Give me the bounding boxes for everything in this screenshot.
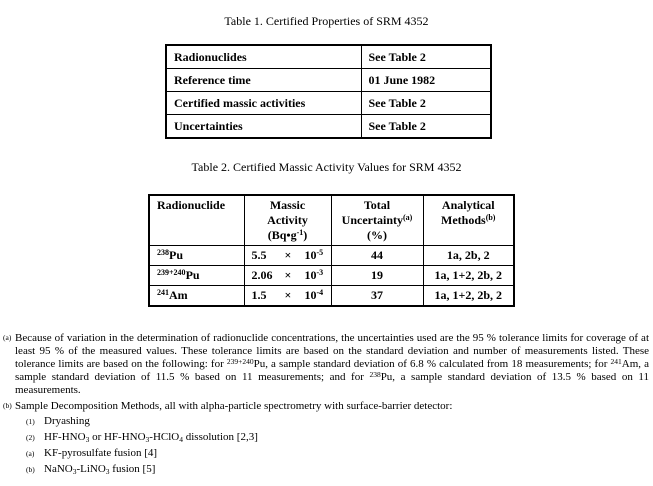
decomposition-method-item [0,461,653,477]
nuclide-cell: $^{238}$Pu [149,246,244,266]
header-analytical-methods: Analytical Methods$^{(b)}$ [423,195,514,246]
methods-cell: 1a, 1+2, 2b, 2 [423,266,514,286]
table2-caption: Table 2. Certified Massic Activity Values for SRM 4352 [191,160,462,174]
decomposition-method-item [0,429,653,445]
table-row [166,69,491,92]
footnote-a: (a) Because of variation in the determination of radionuclide concentrations, the uncertainties used are the 95 % tolerance limits for coverage of at least 95 % of the measured values. These tolerance limits are based on the standard deviation and number of measurements listed. These tolerance limits are based on the following: for $^{239+240}$Pu, a sample standard deviation of 6.8 % calculated from 18 measurements; for $^{241}$Am, a sample standard deviation of 11.5 % based on 11 measurements; and for $^{238}$Pu, a sample standard deviation of 13.5 % based on 11 measurements. [3,332,649,396]
header-total-uncertainty: Total Uncertainty$^{(a)}$ (%) [331,195,423,246]
table1 [165,44,492,139]
nuclide-cell: $^{241}$Am [149,286,244,307]
property-label: Reference time [166,69,361,92]
mantissa: 1.5 [251,288,267,302]
property-value: 01 June 1982 [361,69,491,92]
methods-cell: 1a, 2b, 2 [423,246,514,266]
method-item-text: $HF-HNO_3$ or $HF-HNO_3-HClO_4$ dissolution [2,3] [44,431,258,444]
property-label: Uncertainties [166,115,361,139]
table-row [166,92,491,115]
decomposition-method-item [0,445,653,461]
power-of-ten: $10^{-4}$ [304,288,324,302]
massic-activity-cell [244,246,331,266]
method-item-marker: (1) [26,417,35,426]
table-row [166,115,491,139]
property-value: See Table 2 [361,92,491,115]
method-item-text: NaNO$_3$-LiNO$_3$ fusion [5] [44,463,156,476]
property-label: Certified massic activities [166,92,361,115]
table-row [149,246,514,266]
uncertainty-cell: 44 [331,246,423,266]
table-row [166,45,491,69]
property-value: See Table 2 [361,45,491,69]
table2 [148,194,515,307]
table-row [149,266,514,286]
method-item-marker: (a) [26,449,35,458]
footnote-b-marker: (b) [3,401,12,410]
nuclide-cell: $^{239+240}$Pu [149,266,244,286]
decomposition-method-item [0,413,653,429]
header-radionuclide: Radionuclide [149,195,244,246]
methods-cell: 1a, 1+2, 2b, 2 [423,286,514,307]
uncertainty-cell: 19 [331,266,423,286]
property-value: See Table 2 [361,115,491,139]
table-header-row [149,195,514,246]
power-of-ten: $10^{-3}$ [304,268,324,282]
multiplication-sign: × [284,248,292,262]
footnote-a-marker: (a) [3,333,12,342]
property-label: Radionuclides [166,45,361,69]
table1-caption: Table 1. Certified Properties of SRM 4352 [224,14,429,28]
mantissa: 5.5 [251,248,267,262]
method-item-text: KF-pyrosulfate fusion [4] [44,447,158,459]
uncertainty-cell: 37 [331,286,423,307]
multiplication-sign: × [284,288,292,302]
header-massic-activity: Massic Activity $(Bq•g^{-1})$ [244,195,331,246]
footnotes-section [0,332,653,477]
method-item-marker: (2) [26,433,35,442]
method-item-text: Dryashing [44,415,90,427]
power-of-ten: $10^{-5}$ [304,248,324,262]
mantissa: 2.06 [251,268,273,282]
massic-activity-cell [244,266,331,286]
method-item-marker: (b) [26,465,35,474]
multiplication-sign: × [284,268,292,282]
table-row [149,286,514,307]
footnote-b: (b) Sample Decomposition Methods, all with alpha-particle spectrometry with surface-barrier detector: [3,400,453,412]
massic-activity-cell [244,286,331,307]
